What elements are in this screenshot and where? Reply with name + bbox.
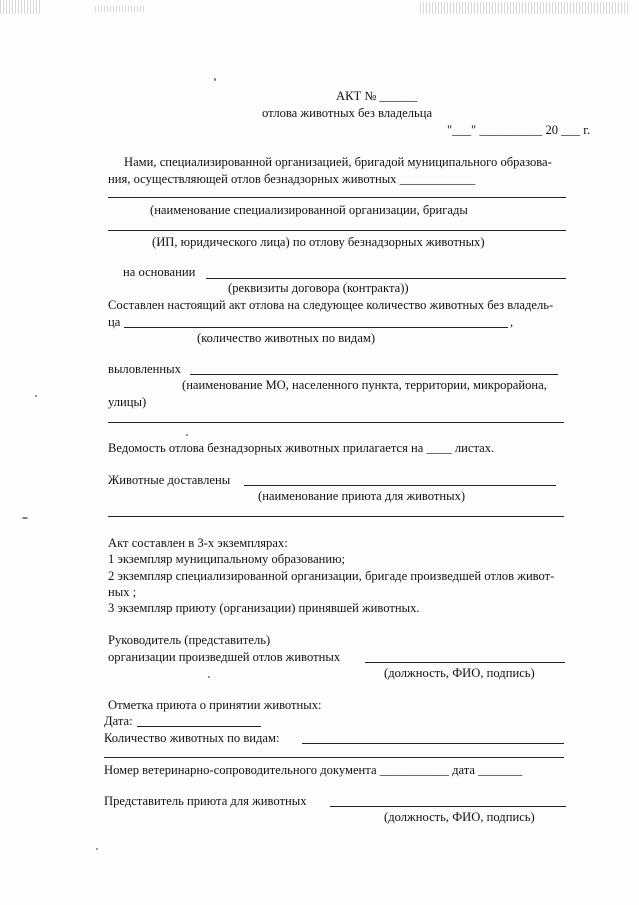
scan-noise [95, 6, 145, 12]
basis-caption: (реквизиты договора (контракта)) [228, 281, 409, 295]
head-line-1: Руководитель (представитель) [108, 633, 271, 647]
scan-speck [186, 434, 188, 436]
caught-caption-2: улицы) [108, 395, 147, 409]
head-line-2: организации произведшей отлов животных [108, 650, 341, 664]
basis-label: на основании [123, 265, 196, 279]
shelter-count-label: Количество животных по видам: [104, 731, 280, 745]
date-fill-line [137, 726, 261, 727]
intro-line-1: Нами, специализированной организацией, бригадой муниципального образова- [124, 155, 552, 169]
signature-line [330, 806, 566, 807]
shelter-vet-doc: Номер ветеринарно-сопроводительного документа ___________ дата _______ [104, 763, 523, 777]
fill-line [108, 197, 566, 198]
signature-line [365, 662, 565, 663]
fill-line [108, 516, 564, 517]
fill-line [124, 327, 508, 328]
shelter-rep-caption: (должность, ФИО, подпись) [384, 810, 535, 824]
delivered-caption: (наименование приюта для животных) [258, 489, 466, 503]
date-line: "___" __________ 20 ___ г. [447, 123, 591, 137]
count-caption: (количество животных по видам) [197, 331, 376, 345]
intro-line-2: ния, осуществляющей отлов безнадзорных животных ____________ [108, 172, 476, 186]
copies-line-3: 2 экземпляр специализированной организации, бригаде произведшей отлов живот- [108, 569, 555, 583]
caught-label: выловленных [108, 362, 181, 376]
caught-caption-1: (наименование МО, населенного пункта, территории, микрорайона, [182, 378, 547, 392]
fill-line [190, 374, 558, 375]
count-line-2-suffix: , [510, 315, 514, 329]
scan-noise [0, 0, 40, 14]
scan-speck [35, 395, 37, 397]
count-line-2-prefix: ца [108, 315, 121, 329]
delivered-label: Животные доставлены [108, 473, 231, 487]
intro-caption-2: (ИП, юридического лица) по отлову безнадзорных животных) [152, 235, 485, 249]
scan-speck [22, 517, 28, 519]
fill-line [302, 743, 564, 744]
head-caption: (должность, ФИО, подпись) [384, 666, 535, 680]
copies-line-1: Акт составлен в 3-х экземплярах: [108, 536, 288, 550]
fill-line [108, 422, 564, 423]
scan-speck [214, 78, 216, 81]
scan-speck [208, 676, 210, 678]
copies-line-5: 3 экземпляр приюту (организации) принявшей животных. [108, 601, 420, 615]
shelter-date-label: Дата: [104, 714, 133, 728]
count-line-1: Составлен настоящий акт отлова на следующее количество животных без владель- [108, 298, 554, 312]
copies-line-2: 1 экземпляр муниципальному образованию; [108, 552, 346, 566]
fill-line [108, 230, 566, 231]
statement: Ведомость отлова безнадзорных животных прилагается на ____ листах. [108, 441, 495, 455]
intro-caption-1: (наименование специализированной организации, бригады [150, 203, 468, 217]
fill-line [206, 278, 566, 279]
scan-speck [96, 848, 98, 850]
fill-line [244, 485, 556, 486]
shelter-heading: Отметка приюта о принятии животных: [108, 698, 322, 712]
scan-noise [420, 2, 630, 14]
document-title: АКТ № ______ [336, 89, 418, 103]
shelter-rep-label: Представитель приюта для животных [104, 794, 307, 808]
copies-line-4: ных ; [108, 585, 137, 599]
fill-line [104, 757, 564, 758]
document-subtitle: отлова животных без владельца [262, 106, 433, 120]
